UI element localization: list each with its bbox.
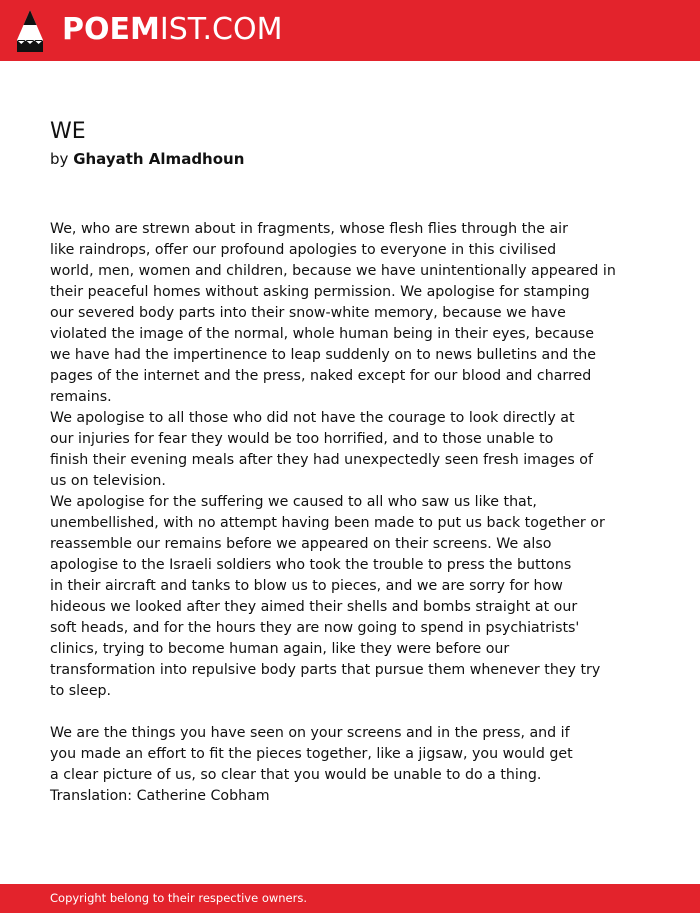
author-name: Ghayath Almadhoun (73, 150, 245, 168)
poem-line: you made an effort to fit the pieces together, like a jigsaw, you would get (50, 746, 573, 762)
poem-line: We, who are strewn about in fragments, whose flesh flies through the air (50, 221, 568, 237)
stanza-break (50, 702, 670, 723)
poem-line: we have had the impertinence to leap suddenly on to news bulletins and the (50, 347, 596, 363)
pencil-icon (17, 10, 43, 52)
poem-line: transformation into repulsive body parts that pursue them whenever they try (50, 662, 601, 678)
poem-line: reassemble our remains before we appeared on their screens. We also (50, 536, 552, 552)
byline-prefix: by (50, 150, 69, 168)
poem-line: Translation: Catherine Cobham (50, 788, 270, 804)
logo-bold-text: POEM (62, 12, 160, 47)
poem-line: We are the things you have seen on your screens and in the press, and if (50, 725, 570, 741)
poem-line: unembellished, with no attempt having been made to put us back together or (50, 515, 605, 531)
poem-line: hideous we looked after they aimed their shells and bombs straight at our (50, 599, 578, 615)
poem-line: We apologise for the suffering we caused to all who saw us like that, (50, 494, 537, 510)
poem-line: soft heads, and for the hours they are now going to spend in psychiatrists' (50, 620, 580, 636)
poem-line: a clear picture of us, so clear that you would be unable to do a thing. (50, 767, 542, 783)
poem-line: We apologise to all those who did not have the courage to look directly at (50, 410, 575, 426)
poem-line: remains. (50, 389, 112, 405)
logo-light-text: IST.COM (159, 12, 283, 47)
site-footer (0, 884, 700, 913)
copyright-text: Copyright belong to their respective owners. (50, 891, 308, 905)
poem-line: pages of the internet and the press, naked except for our blood and charred (50, 368, 592, 384)
byline (50, 149, 244, 169)
poem-line: to sleep. (50, 683, 112, 699)
poem-line: finish their evening meals after they had unexpectedly seen fresh images of (50, 452, 593, 468)
poem-line: our severed body parts into their snow-white memory, because we have (50, 305, 566, 321)
poem-line: violated the image of the normal, whole human being in their eyes, because (50, 326, 594, 342)
poem-body (50, 219, 670, 807)
site-logo[interactable] (62, 12, 282, 48)
poem-line: world, men, women and children, because we have unintentionally appeared in (50, 263, 616, 279)
poem-line: in their aircraft and tanks to blow us to pieces, and we are sorry for how (50, 578, 563, 594)
poem-title: WE (50, 119, 86, 144)
poem-line: us on television. (50, 473, 166, 489)
poem-line: our injuries for fear they would be too horrified, and to those unable to (50, 431, 554, 447)
site-header (0, 0, 700, 61)
poem-line: clinics, trying to become human again, like they were before our (50, 641, 510, 657)
poem-line: like raindrops, offer our profound apologies to everyone in this civilised (50, 242, 557, 258)
poem-line: their peaceful homes without asking permission. We apologise for stamping (50, 284, 590, 300)
poem-line: apologise to the Israeli soldiers who took the trouble to press the buttons (50, 557, 572, 573)
